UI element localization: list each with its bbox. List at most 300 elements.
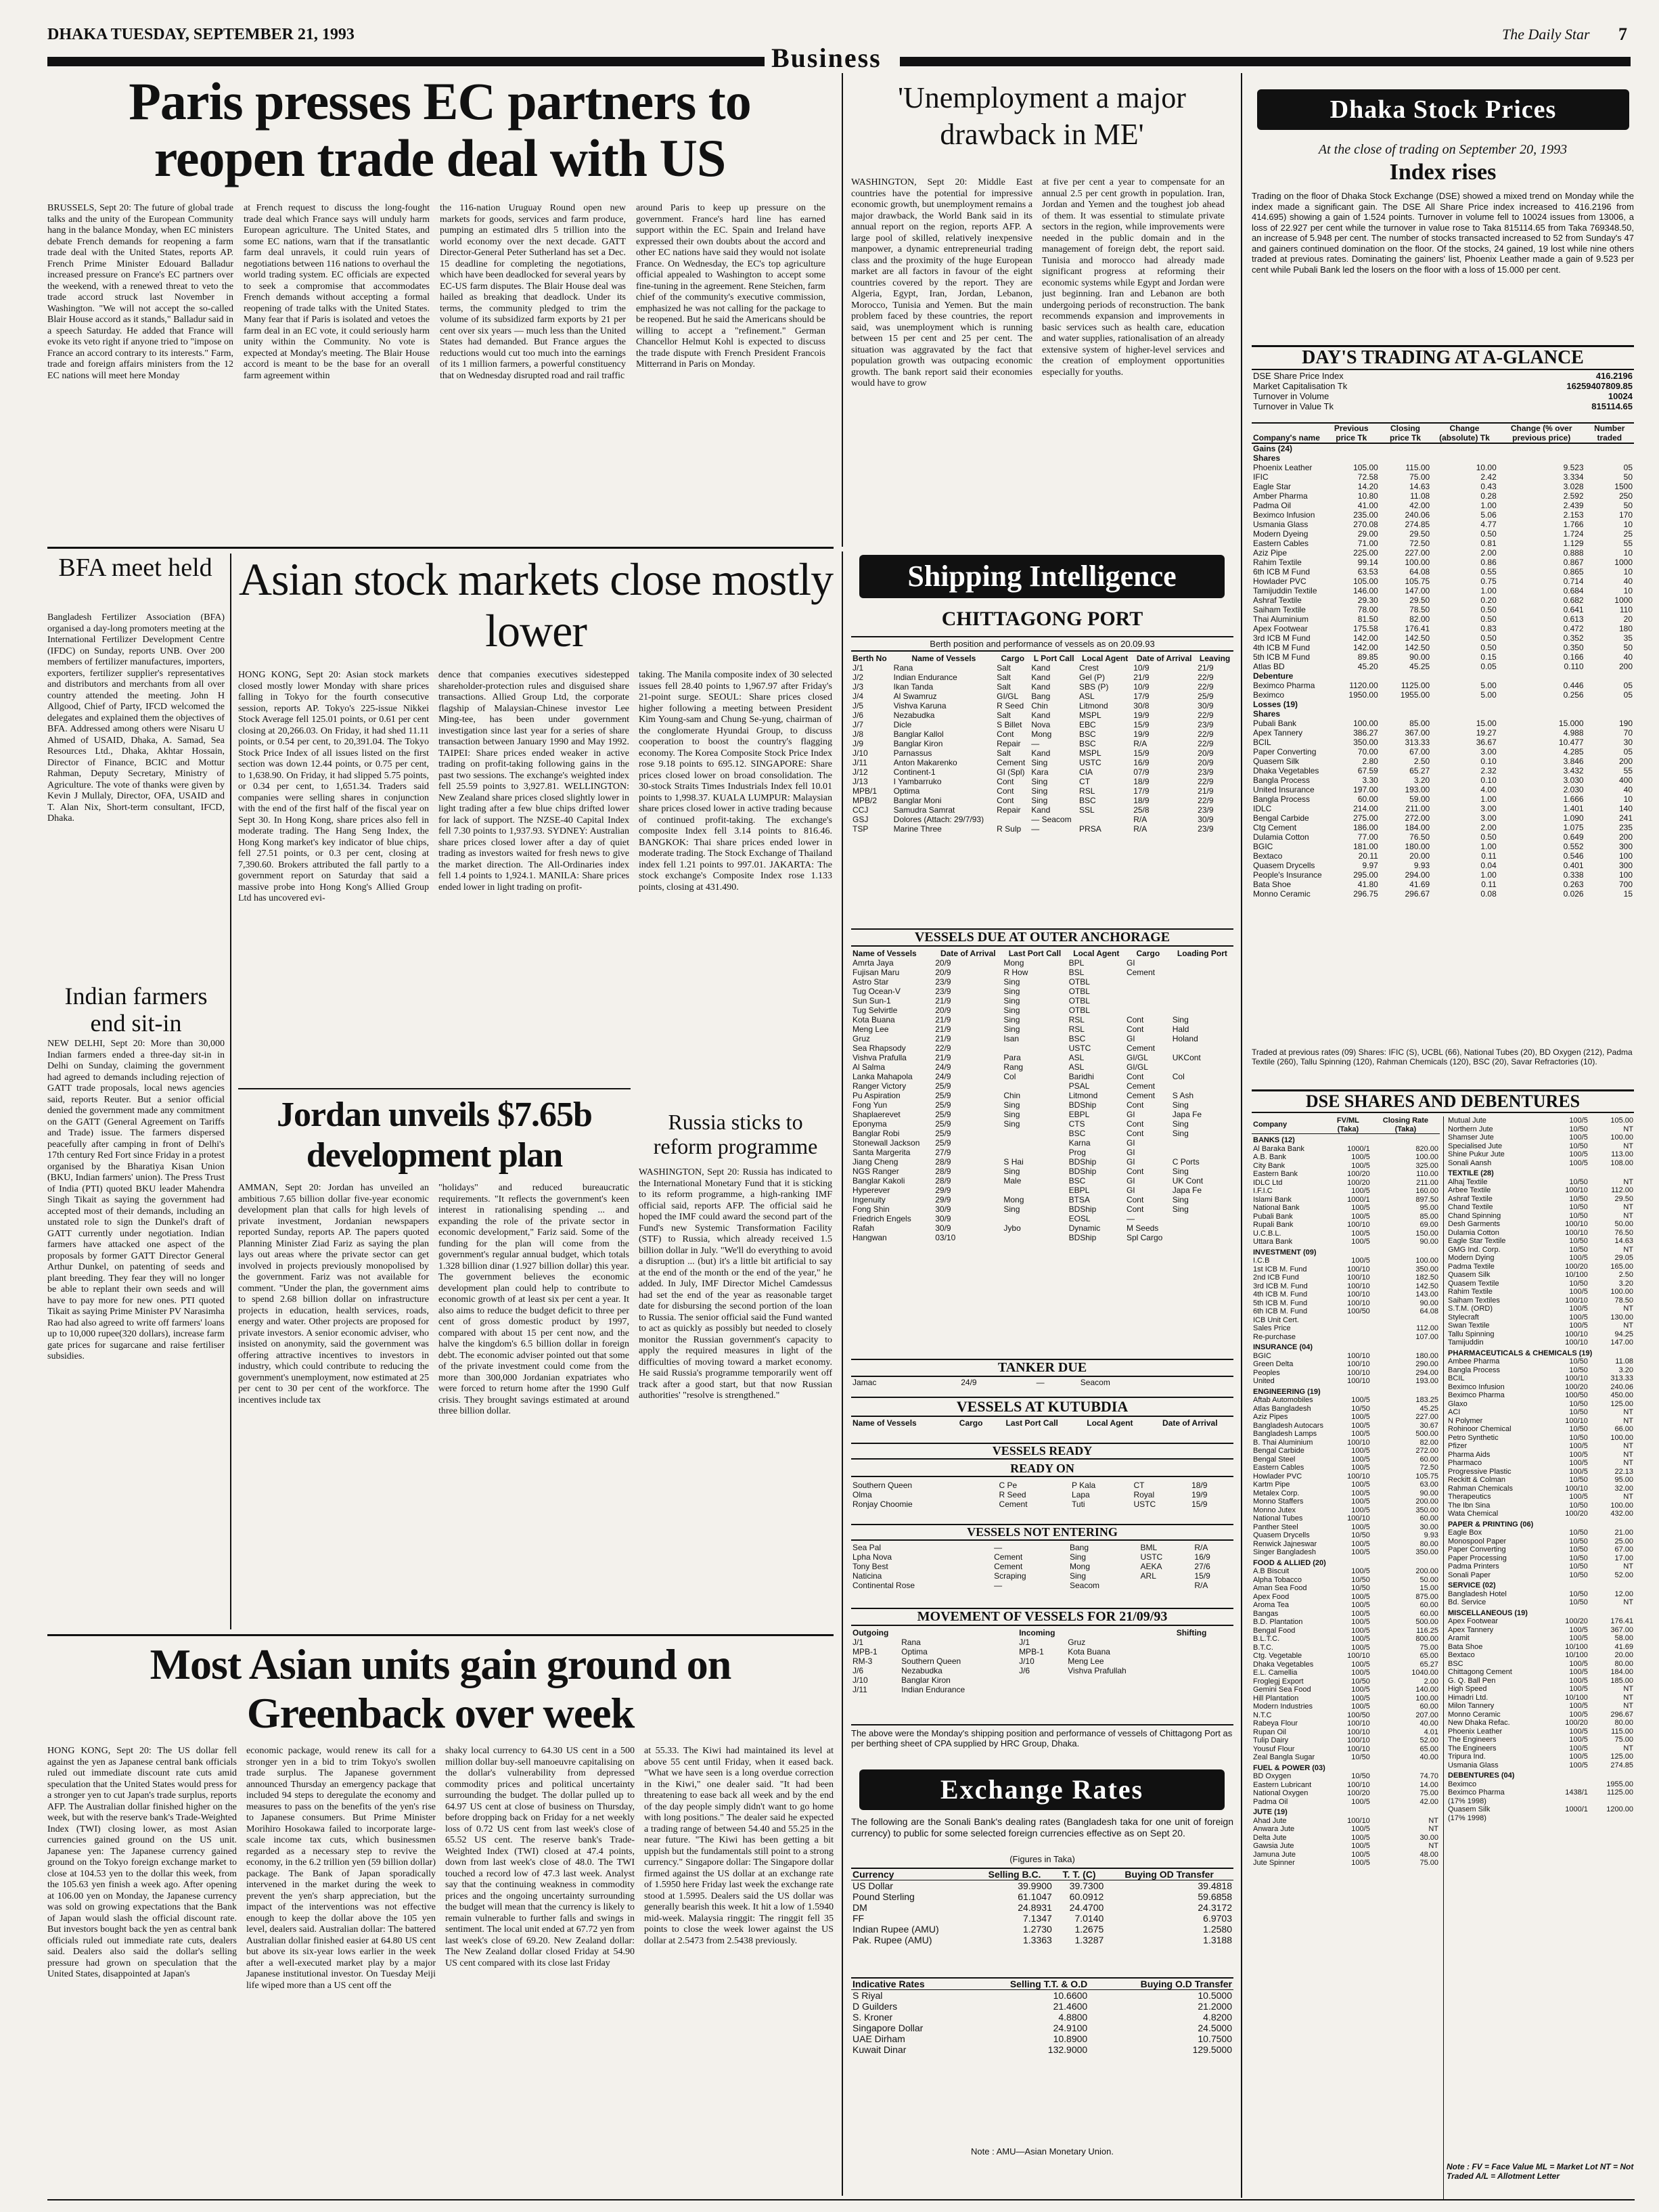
debenture-cell: 52.00 [1419,1736,1438,1744]
dse-price-cell: 45.20 [1357,662,1378,671]
shipping-footnote: The above were the Monday's shipping position and performance of vessels of Chittagong Port as per berthing sheet of CPA supplied by HRC Group, Dhaka. [851,1724,1233,1748]
kutubdia-table [851,1418,1233,1428]
debenture-cell: Eastern Lubricant [1253,1780,1312,1789]
berth-row-cell: J/5 [853,701,864,710]
dse-price-cell: 10 [1623,794,1633,804]
debenture-cell: 10/50 [1351,1772,1370,1780]
berth-row-cell: Litmond [1079,701,1108,710]
dse-price-cell: Rahim Textile [1253,558,1302,567]
ready-row-cell: P Kala [1072,1481,1096,1490]
tanker-row [851,1378,1233,1387]
dse-price-cell: 72.50 [1409,539,1430,548]
debenture-cell: 76.50 [1614,1228,1633,1237]
movement-row-cell: MPB-1 [1019,1647,1044,1656]
dse-price-cell: 10 [1623,548,1633,558]
debenture-cell: 100/10 [1347,1299,1370,1307]
dse-price-cell: 0.10 [1480,757,1497,766]
dse-price-row [1252,539,1634,548]
berth-row-cell: 25/9 [1198,692,1214,701]
dse-price-cell: 100.00 [1405,558,1430,567]
debenture-cell: Rohinoor Chemical [1448,1425,1512,1433]
debenture-cell: 60.00 [1419,1455,1438,1464]
debenture-cell: 105.75 [1415,1472,1438,1481]
exchange-row-cell: US Dollar [853,1880,893,1891]
debenture-row [1447,1736,1635,1744]
sector-group-head [1447,1167,1635,1178]
debenture-cell: 100/5 [1351,1421,1370,1430]
dse-price-cell: 180.00 [1405,842,1430,851]
outer-row-cell: R How [1003,968,1028,977]
berth-row-cell: Salt [997,673,1011,682]
outer-row-cell: NGS Ranger [853,1167,899,1176]
debenture-cell: 100/5 [1351,1489,1370,1497]
berth-row-cell: EBC [1079,720,1096,729]
debenture-row [1252,1464,1440,1472]
debenture-cell: Paper Converting [1448,1545,1506,1554]
debenture-cell: Jamuna Jute [1253,1850,1296,1859]
movement-row-cell: J/1 [853,1638,864,1647]
dse-price-cell: United Insurance [1253,785,1315,794]
outer-row-cell [1002,1043,1067,1053]
debenture-cell: Shine Pukur Jute [1448,1150,1505,1158]
debenture-cell: Desh Garments [1448,1220,1501,1228]
outer-row-cell: 30/9 [935,1223,951,1233]
outer-row-cell: Sea Rhapsody [853,1043,906,1053]
dse-price-row [1252,870,1634,880]
dse-price-cell: Phoenix Leather [1253,463,1313,472]
debenture-cell: Yousuf Flour [1253,1744,1295,1753]
ready-row-cell: Royal [1133,1490,1155,1499]
debenture-row [1252,1694,1440,1703]
debenture-cell: 100/5 [1569,1313,1588,1322]
dse-price-cell: 0.50 [1480,633,1497,643]
debenture-row [1447,1246,1635,1255]
debenture-row [1252,1798,1440,1807]
dse-price-cell: 1.075 [1563,823,1584,832]
berth-row-cell [995,815,1030,824]
debenture-cell: 100/10 [1565,1416,1588,1425]
dse-price-cell: 176.41 [1405,624,1430,633]
debenture-cell: 100/20 [1347,1170,1370,1178]
not-entering-row-cell: — [994,1543,1003,1552]
dse-price-cell: 14.20 [1357,482,1378,491]
debenture-cell: NT [1623,1442,1633,1450]
indicative-col-header: Indicative Rates [853,1979,925,1989]
berth-row-cell: ASL [1079,692,1095,701]
berth-row [851,758,1233,767]
dse-price-cell: 3.432 [1563,766,1584,775]
debenture-cell: 100/10 [1565,1374,1588,1382]
glance-label: Turnover in Volume [1253,391,1330,401]
not-entering-row-cell: AEKA [1140,1562,1162,1571]
outer-row-cell: 25/9 [935,1100,951,1110]
outer-row-cell: Sing [1003,1110,1020,1119]
sector-group-label: FOOD & ALLIED (20) [1253,1558,1326,1567]
debenture-cell: 125.00 [1610,1399,1633,1408]
debenture-cell: 60.00 [1419,1514,1438,1522]
not-entering-row-cell: Naticina [853,1571,882,1581]
dse-price-cell: 0.472 [1563,624,1584,633]
berth-row-cell: R Sulp [997,824,1022,834]
berth-row-cell: Continent-1 [893,767,936,777]
debenture-cell: 313.33 [1610,1374,1633,1382]
debenture-cell: 10/100 [1565,1271,1588,1279]
debenture-cell: NT [1623,1211,1633,1220]
debenture-cell: Glaxo [1448,1399,1468,1408]
debenture-cell: 75.00 [1419,1859,1438,1867]
not-entering-row [851,1571,1233,1581]
outer-row-cell: Mong [1003,1195,1024,1204]
outer-row [851,1091,1233,1100]
dse-price-cell: Beximco Pharma [1253,681,1315,690]
debenture-cell: 100/5 [1569,1116,1588,1125]
dse-price-cell: 85.00 [1409,719,1430,728]
greenback-column-1 [47,1746,237,2192]
debenture-cell: 100/10 [1565,1228,1588,1237]
debenture-row [1252,1686,1440,1694]
outer-row-cell: GI/GL [1126,1053,1148,1062]
debenture-cell: The Engineers [1448,1736,1497,1744]
outer-row [851,1129,1233,1138]
dse-price-cell: 0.256 [1563,690,1584,700]
debenture-cell: N Polymer [1448,1416,1483,1425]
debenture-cell: NT [1623,1408,1633,1416]
berth-row-cell: Mong [1031,729,1052,739]
not-entering-row-cell: 15/9 [1194,1571,1210,1581]
lead-text-3: the 116-nation Uruguay Round open new markets for goods, services and farm produce, pumping an estimated dlrs 5 trillion into the world economy over the next decade. GATT Director-General Peter Sutherland has set a Dec. 15 deadline for completing the negotiations, which have been deadlocked for several years by EC-US farm disputes. The Blair House deal was hailed as breaking that deadlock. Under its terms, the community pledged to trim the volume of its subsidized farm exports by 21 per cent over six years — much less than the United States had demanded. But France argues the reductions would cut too much into the earnings of its 1 million farmers, a powerful constituency that on Wednesday disrupted road and rail traffic [440,203,626,381]
debenture-row [1447,1142,1635,1151]
debenture-cell: 69.00 [1419,1221,1438,1229]
berth-col-header: Date of Arrival [1136,654,1192,663]
debenture-cell: 432.00 [1610,1510,1633,1518]
dse-price-cell: 0.50 [1480,529,1497,539]
outer-row-cell: 25/9 [935,1129,951,1138]
berth-row-cell: Salt [997,748,1011,758]
outer-row-cell: Banglar Robi [853,1129,900,1138]
russia-text: WASHINGTON, Sept 20: Russia has indicated to the International Monetary Fund that it is sticking to its reform programme, a high-ranking IMF official said, reports AFP. The official said he hoped the IMF could award the second part of the Fund's new Systemic Transformation Facility (STF) to Russia, which already received 1.5 billion dollar in July. "We'll do everything to avoid a disruption ... (but) it's a little bit artificial to say at the end of the month or the end of the year," he added. In July, IMF Director Michel Camdessus had set the end of the year as reasonable target date for disbursing the second portion of the loan to Russia. The senior official said the Fund wanted to act as quickly as possibly but needed to closely monitor the Russian government's capacity to apply the required measures in light of the difficulties of moving toward a market economy. He said Russia's programme temporarily went off track after a good start, but that now Russian authorities' "resolve is strengthened." [639,1167,832,1401]
debenture-cell: 90.00 [1419,1489,1438,1497]
debenture-cell: 200.00 [1415,1497,1438,1506]
debenture-cell: Ctg. Vegetable [1253,1652,1302,1660]
debenture-cell: 41.69 [1614,1642,1633,1651]
outer-table-header [851,949,1233,958]
outer-row-cell: 23/9 [935,977,951,987]
debenture-cell: 75.00 [1614,1736,1633,1744]
not-entering-row-cell: 27/6 [1194,1562,1210,1571]
vessels-ready-head: VESSELS READY [851,1443,1233,1460]
outer-row-cell [1171,977,1233,987]
outer-row-cell: Col [1172,1072,1185,1081]
outer-row-cell: 25/9 [935,1081,951,1091]
debenture-row [1252,1531,1440,1540]
berth-row-cell: Salt [997,682,1011,692]
debenture-cell: GMG Ind. Corp. [1448,1245,1501,1254]
debenture-cell: 100/20 [1565,1719,1588,1727]
dse-price-cell: 35 [1623,633,1633,643]
debenture-cell: 290.00 [1415,1360,1438,1368]
debenture-cell: 100/5 [1569,1753,1588,1761]
dse-index-text: Trading on the floor of Dhaka Stock Exchange (DSE) showed a mixed trend on Monday while the index made a significant gain. The DSE All Share Price index increased to 416.2196 from 414.695) showing a gain of 1.524 points. Turnover in volume fell to 10024 issues from 13006, a loss of 22.927 per cent while the turnover in value rose to Taka 815114.65 from Taka 769348.50, an increase of 5.948 per cent. The number of stocks transacted increased to 52 from Sunday's 47 and gainers continued domination on the floor. Of the stocks, 24 gained, 19 lost while nine others traded at previous rates. Dominating the gainers' list, Phoenix Leather made a gain of 9.523 per cent while Pubali Bank led the losers on the floor with a loss of 15.000 per cent. [1252,191,1634,275]
outer-row-cell: BSC [1068,1176,1086,1186]
bfa-text: Bangladesh Fertilizer Association (BFA) organised a day-long promoters meeting at the International Fertilizer Development Centre (IFDC) on Sunday, reports UNB. Over 200 members of fertilizer manufactures, importers, exporters, fertilizer supplier's representatives and distributors and merchants from all over country attended the meeting. John H Allgood, Chief of Party, IFCD welcomed the delegates and explained them the objectives of BFA. Addressed among others were Nisaru U Ahmed of USAID, Dhaka, A. Samad, Sea Resources Ltd., Dhaka, Akhtar Hossain, Director of Finance, BCIC and Mottur Rahman, Deputy Secretary, Ministry of Agriculture. The vote of thanks were given by Kevin J Mullaly, Director, OFA, USAID and T. Alan Nix, Short-term consultant, IFCD, Dhaka. [47,612,225,823]
debenture-cell: Sonali Paper [1448,1571,1491,1579]
debenture-row [1252,1352,1440,1361]
berth-row-cell: — [1031,739,1040,748]
not-entering-row-cell: Cement [994,1562,1023,1571]
dse-price-cell: 3.00 [1480,747,1497,757]
outer-row-cell: Sun Sun-1 [853,996,891,1006]
berth-row-cell: CIA [1079,767,1093,777]
dse-col-header: Number traded [1594,424,1625,443]
india-text: NEW DELHI, Sept 20: More than 30,000 Indian farmers ended a three-day sit-in in Delhi on Sunday, claiming the government had agreed to demands including rejection of GATT trade proposals, local news agencies said, reports Reuter. But a senior official denied the government made any commitment on the GATT (General Agreement on Tariffs and Trade) issue. The farmers dispersed peacefully after camping in front of Delhi's 17th century Red Fort since Friday in a protest organised by the Bharatiya Kisan Union (BKU, Indian farmers' union). The Press Trust of India (PTI) quoted BKU leader Mahendra Singh Tikait as saying the government had accepted most of their demands, including an unstated role to sign the Dunkel's draft of GATT currently under negotiation. Indian farmers have attacked one aspect of the proposals by former GATT Director General Arthur Dunkel, on patenting of seeds and plant breeding. They fear they will no longer be able to replant their own seeds and will have to pay more for new ones. PTI quoted Tikait as saying Prime Minister PV Narasimha Rao had also agreed to write off farmers' loans up to 10,000 rupee(320 dollars), increase farm gate prices for sugarcane and raise fertiliser subsidies. [47,1039,225,1361]
outer-row [851,1176,1233,1186]
debenture-cell: NT [1623,1493,1633,1501]
sector-group-head [1252,1341,1440,1352]
berth-row-cell: 22/9 [1198,739,1214,748]
debenture-cell: 67.00 [1614,1545,1633,1554]
outer-row-cell: Santa Margerita [853,1148,911,1157]
berth-row-cell: I Yambarruko [893,777,942,786]
dse-price-cell: IDLC [1253,804,1272,813]
debenture-row [1252,1333,1440,1342]
outer-row-cell: Cont [1126,1100,1144,1110]
dse-price-cell: Pubali Bank [1253,719,1297,728]
outer-row-cell: Male [1003,1176,1022,1186]
dse-price-cell: 0.11 [1481,880,1497,889]
debenture-row [1447,1668,1635,1677]
berth-row-cell: R/A [1133,739,1147,748]
berth-row-cell: 07/9 [1133,767,1150,777]
debenture-cell: 10/50 [1569,1598,1588,1606]
outer-row-cell: Sing [1172,1100,1189,1110]
debenture-row [1252,1618,1440,1627]
dse-price-cell: 59.00 [1409,794,1430,804]
dse-price-cell: 9.97 [1362,861,1378,870]
berth-row-cell: J/4 [853,692,864,701]
sector-group-head [1447,1518,1635,1529]
dse-price-cell: 142.50 [1405,633,1430,643]
dse-price-cell: 25 [1623,529,1633,539]
indicative-row-cell: 24.9100 [1053,2023,1088,2033]
debenture-cell: 110.00 [1416,1170,1438,1178]
exchange-col-header: Currency [853,1869,894,1880]
debenture-cell [1589,1797,1635,1806]
paper-name: The Daily Star [1502,26,1590,43]
dse-price-cell: 300 [1618,861,1633,870]
debenture-cell: Bangla Process [1448,1365,1501,1374]
dse-price-cell: 300 [1618,842,1633,851]
berth-row-cell: Optima [893,786,920,796]
debenture-cell: 45.25 [1419,1404,1438,1413]
berth-row-cell: Bang [1031,692,1051,701]
lead-text-1: BRUSSELS, Sept 20: The future of global trade talks and the unity of the European Community hang in the balance Monday, when EC ministers debate French demands for reopening a farm trade deal with the United States, reports AP. French Prime Minister Edouard Balladur increased pressure on France's EC partners over the weekend, with a renewed threat to veto the trade accord struck last November in Washington. "We will not accept the so-called Blair House accord as it stands," Balladur said in a speech Saturday. He added that France will evoke its veto right if anyone tried to "impose on France an accord contrary to its interests." Farm, trade and foreign affairs ministers from the 12 EC nations will meet here Monday [47,203,233,381]
outer-row-cell: S Hai [1003,1157,1024,1167]
exchange-row-cell: 39.9900 [1018,1880,1052,1891]
berth-row-cell: Kand [1031,748,1051,758]
debenture-cell: Bd. Service [1448,1598,1486,1606]
outer-row-cell: UKCont [1172,1053,1201,1062]
berth-row-cell: GI/GL [997,692,1019,701]
debenture-cell: 15.00 [1419,1584,1438,1592]
debenture-row [1252,1455,1440,1464]
berth-col-header: Cargo [1001,654,1025,663]
sector-group-label: ENGINEERING (19) [1253,1387,1321,1396]
debenture-cell: 116.25 [1416,1626,1438,1635]
dse-price-cell: 2.00 [1480,823,1497,832]
debentures-left-wrap [1252,1116,1440,2206]
dse-price-cell: 05 [1623,463,1633,472]
dse-price-row [1252,529,1634,539]
ready-row-cell: Ronjay Choomie [853,1499,913,1509]
berth-row-cell: R Seed [997,701,1024,710]
dse-price-cell: 0.05 [1480,662,1497,671]
outer-row-cell: Rang [1003,1062,1024,1072]
berth-row [851,710,1233,720]
dse-price-cell: 41.80 [1357,880,1378,889]
glance-row [1252,371,1634,381]
debenture-row [1447,1485,1635,1493]
outer-row-cell [1171,1081,1233,1091]
debenture-cell: 90.00 [1419,1238,1438,1246]
dse-price-cell: 0.43 [1480,482,1497,491]
debenture-cell: Green Delta [1253,1360,1294,1368]
debenture-row [1252,1753,1440,1762]
debenture-cell: Alpha Tobacco [1253,1575,1302,1584]
outer-row-cell: Cont [1126,1195,1144,1204]
outer-row-cell: UK Cont [1172,1176,1204,1186]
gains-shares-label [1252,453,1634,463]
berth-row-cell: Dicle [893,720,912,729]
debenture-cell: 85.00 [1419,1212,1438,1221]
debenture-cell: Froglegj Export [1253,1677,1304,1686]
debenture-row [1447,1651,1635,1660]
berth-row-cell: Kand [1031,682,1051,692]
outer-row-cell: Cement [1126,1091,1155,1100]
debenture-cell: 140.00 [1415,1686,1438,1694]
debenture-row [1252,1851,1440,1859]
outer-row-cell: 20/9 [935,958,951,968]
debenture-cell: BCIL [1448,1374,1465,1382]
debenture-cell: Eagle Star Textile [1448,1237,1506,1245]
outer-row-cell: RSL [1068,1024,1085,1034]
not-entering-row-cell [1139,1581,1194,1590]
sector-group-head [1252,1134,1440,1145]
debenture-row [1447,1254,1635,1263]
berth-row-cell: Kand [1031,663,1051,673]
kutubdia-head: VESSELS AT KUTUBDIA [851,1397,1233,1417]
debenture-cell: 100/20 [1565,1617,1588,1625]
dse-price-cell: 0.81 [1480,539,1497,548]
dse-price-row [1252,652,1634,662]
debenture-cell: 100/5 [1569,1634,1588,1642]
outer-row-cell: Fujisan Maru [853,968,900,977]
debenture-row [1252,1377,1440,1386]
berth-row-cell: Salt [997,663,1011,673]
berth-row-cell: J/10 [853,748,868,758]
debenture-cell: 65.27 [1419,1660,1438,1669]
debenture-cell: Padma Printers [1448,1562,1499,1571]
debenture-cell: 100/5 [1569,1493,1588,1501]
debenture-cell: 10/50 [1569,1125,1588,1133]
debenture-cell: 100/5 [1569,1727,1588,1736]
dse-price-cell: 0.682 [1563,595,1584,605]
outer-row-cell: — [1126,1214,1135,1223]
dse-price-cell: 1.00 [1480,870,1497,880]
berth-row-cell: 18/9 [1133,777,1150,786]
outer-row [851,1043,1233,1053]
debenture-cell: 100/5 [1351,1506,1370,1514]
berth-col-header: Name of Vessels [911,654,976,663]
debenture-cell: 22.13 [1614,1467,1633,1476]
dse-price-cell: 142.00 [1353,643,1378,652]
movement-row-cell: J/1 [1019,1638,1030,1647]
debenture-cell: A.B Biscuit [1253,1567,1290,1575]
outer-row-cell: 27/9 [935,1148,951,1157]
debenture-cell: 3.20 [1618,1365,1633,1374]
debenture-row [1447,1159,1635,1168]
berth-row [851,692,1233,701]
movement-row [851,1656,1233,1666]
debenture-cell: 95.00 [1419,1204,1438,1212]
ready-row-cell: USTC [1133,1499,1156,1509]
debenture-cell: 100/50 [1347,1711,1370,1719]
debenture-cell: 10/50 [1569,1476,1588,1484]
dse-price-cell: 77.00 [1357,832,1378,842]
debenture-cell: 100.00 [1415,1257,1438,1265]
outer-row-cell: GI [1126,1110,1135,1119]
indicative-row-cell: 10.6600 [1053,1990,1088,2001]
dse-price-cell: 40 [1623,577,1633,586]
tanker-table [851,1378,1233,1387]
exchange-row [851,1880,1233,1892]
dse-price-cell: 81.50 [1357,614,1378,624]
dse-price-cell: 0.401 [1563,861,1584,870]
debenture-cell: The Engineers [1448,1744,1497,1753]
debenture-row [1447,1220,1635,1229]
movement-row-cell: RM-3 [853,1656,873,1666]
dse-price-cell: 2.32 [1480,766,1497,775]
outer-row-cell: Jiang Cheng [853,1157,899,1167]
debenture-row [1447,1383,1635,1392]
debenture-cell: The Ibn Sina [1448,1501,1491,1510]
berth-row-cell: J/8 [853,729,864,739]
debenture-cell: 100/50 [1347,1307,1370,1315]
shipping-port: CHITTAGONG PORT [941,608,1143,630]
indicative-col-header: Selling T.T. & O.D [1009,1979,1088,1989]
exchange-row-cell: 1.2580 [1203,1924,1232,1935]
debenture-row [1447,1338,1635,1347]
debenture-cell: IDLC Ltd [1253,1178,1283,1187]
dse-price-cell: 214.00 [1353,804,1378,813]
debenture-cell: Apex Footwear [1448,1617,1498,1625]
debenture-row [1447,1590,1635,1599]
debenture-cell: 30.00 [1419,1522,1438,1531]
debenture-cell: Saiham Textiles [1448,1296,1500,1305]
dse-price-row [1252,785,1634,794]
debenture-cell: 200.00 [1415,1567,1438,1575]
exchange-col-header: T. T. (C) [1062,1869,1096,1880]
greenback-headline: Most Asian units gain ground on Greenback over week [150,1640,731,1737]
debenture-cell: Ahad Jute [1253,1816,1287,1825]
outer-row-cell: 24/9 [935,1062,951,1072]
dse-price-cell: 41.00 [1357,501,1378,510]
debenture-cell: 3.20 [1618,1279,1633,1288]
debenture-row [1252,1702,1440,1711]
outer-row-cell: Hald [1172,1024,1189,1034]
movement-row-cell: Vishva Prafullah [1068,1666,1127,1675]
debenture-cell: 100/10 [1347,1360,1370,1368]
debenture-cell: 10/50 [1569,1425,1588,1433]
